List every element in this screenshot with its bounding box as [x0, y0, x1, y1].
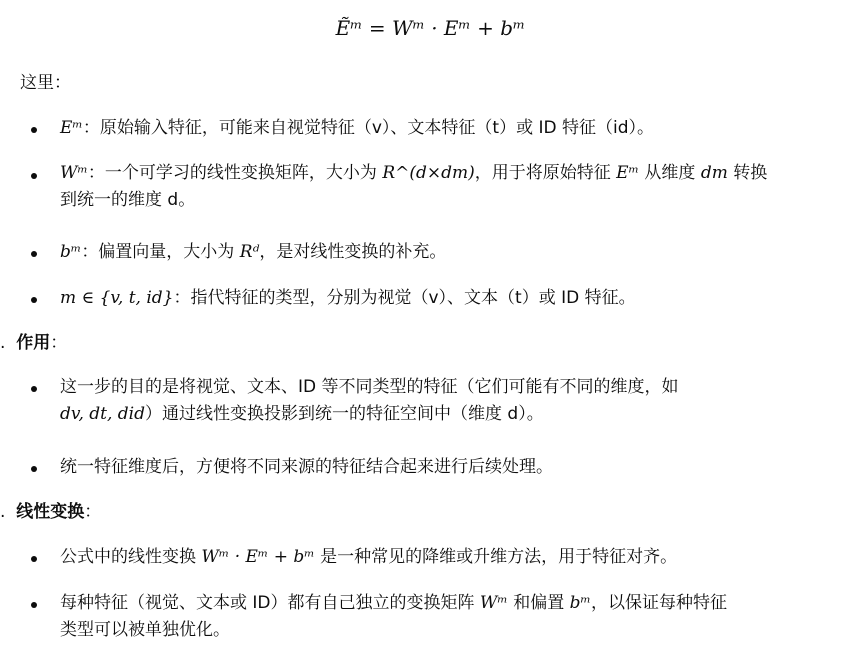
- bullet-dot: [31, 127, 37, 133]
- list-item-linear-2: 每种特征（视觉、文本或 ID）都有自己独立的变换矩阵 Wᵐ 和偏置 bᵐ，以保证每种特征 类型可以被单独优化。: [60, 593, 727, 641]
- bullet-dot: [31, 297, 37, 303]
- list-item-w: Wᵐ：一个可学习的线性变换矩阵，大小为 R^(d×dm)，用于将原始特征 Eᵐ 从维度 dm 转换 到统一的维度 d。: [60, 163, 768, 211]
- bullet-dot: [31, 386, 37, 392]
- section-heading-role: . 作用：: [0, 333, 68, 353]
- intro-text: 这里：: [20, 73, 71, 93]
- list-item-role-1: 这一步的目的是将视觉、文本、ID 等不同类型的特征（它们可能有不同的维度，如 dv, dt, did）通过线性变换投影到统一的特征空间中（维度 d）。: [60, 377, 679, 425]
- bullet-dot: [31, 602, 37, 608]
- list-item-linear-1: 公式中的线性变换 Wᵐ · Eᵐ + bᵐ 是一种常见的降维或升维方法，用于特征对齐。: [60, 547, 678, 567]
- bullet-dot: [31, 251, 37, 257]
- list-item-e: Eᵐ：原始输入特征，可能来自视觉特征（v）、文本特征（t）或 ID 特征（id）。: [60, 118, 654, 138]
- bullet-dot: [31, 173, 37, 179]
- list-item-m: m ∈ {v, t, id}：指代特征的类型，分别为视觉（v）、文本（t）或 ID 特征。: [60, 288, 636, 308]
- list-item-role-2: 统一特征维度后，方便将不同来源的特征结合起来进行后续处理。: [60, 457, 553, 477]
- bullet-dot: [31, 466, 37, 472]
- section-heading-linear: . 线性变换：: [0, 502, 102, 522]
- bullet-dot: [31, 556, 37, 562]
- formula: Ẽᵐ = Wᵐ · Eᵐ + bᵐ: [335, 16, 526, 40]
- list-item-b: bᵐ：偏置向量，大小为 Rᵈ，是对线性变换的补充。: [60, 242, 447, 262]
